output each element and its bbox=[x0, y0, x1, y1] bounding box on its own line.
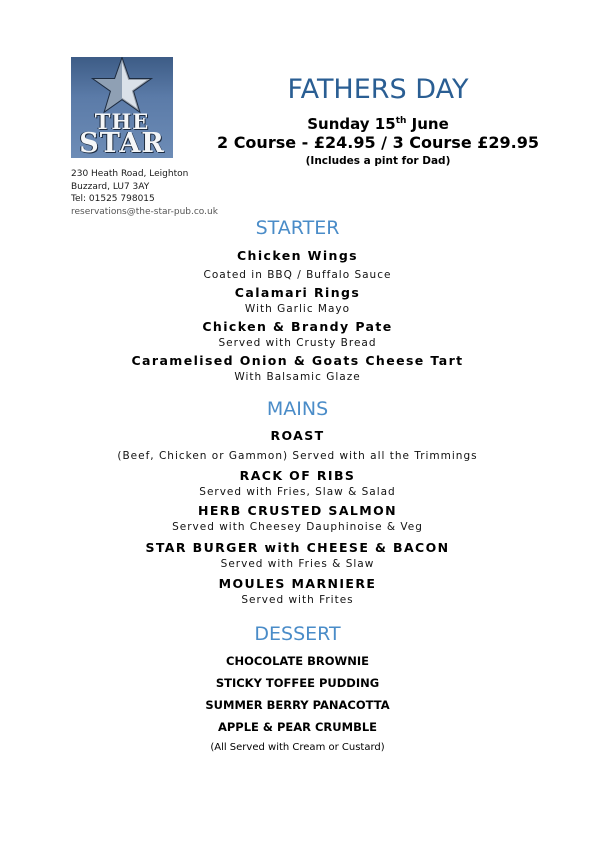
address-line-1: 230 Heath Road, Leighton bbox=[71, 169, 189, 179]
mains-desc-4: Served with Fries & Slaw bbox=[220, 558, 375, 570]
address-block bbox=[71, 168, 218, 218]
mains-heading: MAINS bbox=[266, 398, 329, 420]
email-link[interactable]: reservations@the-star-pub.co.uk bbox=[71, 206, 218, 217]
starter-desc-4: With Balsamic Glaze bbox=[234, 371, 361, 383]
starter-dish-3: Chicken & Brandy Pate bbox=[202, 319, 393, 334]
date-month: June bbox=[406, 115, 449, 133]
mains-dish-1: ROAST bbox=[270, 428, 325, 443]
mains-dish-4: STAR BURGER with CHEESE & BACON bbox=[145, 540, 450, 555]
event-date bbox=[200, 111, 556, 134]
mains-dish-5: MOULES MARNIERE bbox=[218, 576, 377, 591]
logo-text-the: THE bbox=[94, 109, 150, 134]
mains-dish-2: RACK OF RIBS bbox=[239, 468, 356, 483]
telephone: Tel: 01525 798015 bbox=[71, 194, 155, 204]
starter-dish-4: Caramelised Onion & Goats Cheese Tart bbox=[131, 353, 464, 368]
page-title: FATHERS DAY bbox=[287, 74, 469, 105]
starter-dish-2: Calamari Rings bbox=[234, 285, 361, 300]
dessert-note: (All Served with Cream or Custard) bbox=[210, 742, 385, 753]
address-line-2: Buzzard, LU7 3AY bbox=[71, 181, 150, 192]
starter-desc-2: With Garlic Mayo bbox=[244, 303, 351, 315]
pint-note: (Includes a pint for Dad) bbox=[305, 155, 451, 167]
starter-desc-3: Served with Crusty Bread bbox=[218, 337, 377, 349]
price-line: 2 Course - £24.95 / 3 Course £29.95 bbox=[216, 133, 539, 152]
dessert-item-1: CHOCOLATE BROWNIE bbox=[226, 654, 369, 668]
starter-dish-1: Chicken Wings bbox=[236, 248, 359, 263]
starter-heading: STARTER bbox=[255, 217, 340, 239]
logo-text-star: STAR bbox=[79, 128, 165, 158]
dessert-item-3: SUMMER BERRY PANACOTTA bbox=[205, 698, 390, 712]
dessert-item-2: STICKY TOFFEE PUDDING bbox=[215, 676, 380, 690]
date-day: Sunday 15 bbox=[307, 115, 396, 133]
starter-desc-1: Coated in BBQ / Buffalo Sauce bbox=[203, 269, 392, 281]
pub-logo bbox=[71, 57, 173, 158]
mains-desc-3: Served with Cheesey Dauphinoise & Veg bbox=[172, 521, 423, 533]
dessert-item-4: APPLE & PEAR CRUMBLE bbox=[217, 720, 378, 734]
dessert-heading: DESSERT bbox=[254, 623, 341, 645]
mains-desc-5: Served with Frites bbox=[241, 594, 354, 606]
mains-dish-3: HERB CRUSTED SALMON bbox=[197, 503, 398, 518]
mains-desc-2: Served with Fries, Slaw & Salad bbox=[199, 486, 396, 498]
date-suffix: th bbox=[395, 116, 407, 126]
mains-desc-1: (Beef, Chicken or Gammon) Served with all the Trimmings bbox=[117, 450, 478, 462]
